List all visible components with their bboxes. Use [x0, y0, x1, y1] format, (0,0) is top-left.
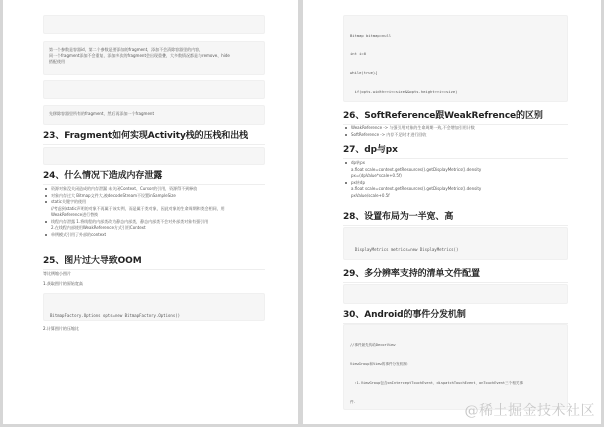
note-line: 搭配使用 [49, 59, 65, 64]
code-line: DisplayMetrics metrics=new DisplayMetrics() [350, 247, 459, 252]
heading-section-26: 26、SoftReference跟WeakRefrence的区别 [343, 108, 568, 125]
code-line [350, 302, 561, 304]
list-item-subtext: //考虑到static声明的对象不再属于该实例，而是属于类对象，因此对象的生命周期和类会相同，用 [51, 205, 225, 211]
list-item-text: 线程内存泄露 1.将线程的内部类改为静态内部类，静态内部类不会对外部类对象有强引用 [51, 218, 209, 224]
list-item [43, 219, 265, 232]
code-line: BitmapFactory.Options opts=new BitmapFactory.Options() [50, 313, 181, 318]
list-item-text: SoftReference -> 内存不足时才进行回收 [351, 131, 427, 137]
list-item-subtext: a.float scale=context.getResources().getDisplayMetrics().density [351, 166, 482, 172]
heading-section-24: 24、什么情况下造成内存泄露 [43, 168, 265, 185]
list-item-text: 对象内存过大 Bitmap文件大,被decodeStream不设置inSampleSize [51, 192, 176, 198]
list-item-subtext: pxValue/scale+0.5f [351, 192, 390, 198]
code-block-sample-size [343, 15, 568, 102]
paragraph-step-1: 1.获取图片的原始宽高 [43, 281, 83, 286]
code-line: int i=0 [350, 51, 367, 57]
code-block-backstack [43, 147, 265, 165]
code-line: if(opts.width>>i<=size&&opts.height>>i<=size) [350, 89, 458, 95]
list-item-text: px转dp [351, 179, 365, 185]
list-item-text: static关键字的使用 [51, 199, 86, 204]
list-item [43, 199, 265, 219]
code-line: 件. [350, 400, 356, 405]
code-block-decode-bounds [43, 293, 265, 321]
document-page-left [3, 0, 298, 424]
code-block-add-fragment [43, 15, 265, 34]
list-item [343, 132, 568, 139]
heading-section-30: 30、Android的事件分发机制 [343, 307, 568, 324]
paragraph-intro: 等比例缩小图片 [43, 271, 71, 276]
note-line: 先移除容器里所有的fragment，然后再添加一个fragment [49, 111, 155, 116]
memory-leak-list [43, 186, 265, 238]
heading-section-27: 27、dp与px [343, 142, 568, 159]
list-item-subtext: px=(dpValue*scale+0.5f) [351, 173, 402, 178]
heading-section-23: 23、Fragment如何实现Activity栈的压栈和出栈 [43, 128, 265, 145]
note-add-fragment [43, 41, 265, 75]
note-line: 第一个参数是容器id，第二个参数是要添加的fragment，添加不会清除容器里的内容， [49, 47, 204, 52]
note-line: 同一个fragment添加不会重复，添加多次的fragment会出现重叠，大多数情况都是与remove、hide [49, 53, 230, 58]
list-item-subtext: a.float scale=context.getResources().getDisplayMetrics().density [351, 186, 482, 191]
code-line: while(true){ [350, 70, 378, 76]
code-block-replace-fragment [43, 80, 265, 99]
list-item-text: 单例模式引用了外部的context [51, 231, 107, 237]
list-item [343, 180, 568, 200]
reference-diff-list [343, 125, 568, 138]
code-line: ViewGroup和View的事件分发机制： [350, 362, 411, 367]
document-page-right [303, 0, 601, 424]
heading-section-25: 25、图片过大导致OOM [43, 253, 265, 270]
list-item-text: 资源对象没关闭造成的内存泄漏 未关闭Context、Cursor的引用，资源得不到释放 [51, 186, 198, 191]
code-line: :1.ViewGroup包含onInterceptTouchEvent、dispatchTouchEvent、onTouchEvent三个相关事 [350, 381, 523, 386]
list-item-subtext: 2.在线程内部使用WeakReference方式引用Context [51, 225, 146, 230]
code-block-event-dispatch [343, 324, 568, 410]
list-item [43, 232, 265, 239]
code-line: //事件最先传给DecorView [350, 342, 396, 347]
list-item-text: WeakReference -> 与强引用对象的生命周期一致,不会增加引用计数 [351, 125, 475, 130]
list-item-subtext: WeakReference进行替换 [51, 212, 99, 217]
list-item [343, 160, 568, 180]
heading-section-28: 28、设置布局为一半宽、高 [343, 209, 568, 226]
watermark: @稀土掘金技术社区 [464, 403, 595, 419]
code-block-manifest [343, 284, 568, 304]
code-block-display-metrics [343, 227, 568, 260]
paragraph-step-2: 2.计算图片的压缩比 [43, 326, 79, 331]
list-item-text: dp转px [351, 160, 365, 165]
code-line: Bitmap bitmap=null [350, 32, 392, 38]
dp-px-list [343, 160, 568, 199]
note-replace-fragment [43, 105, 265, 125]
heading-section-29: 29、多分辨率支持的清单文件配置 [343, 266, 568, 283]
